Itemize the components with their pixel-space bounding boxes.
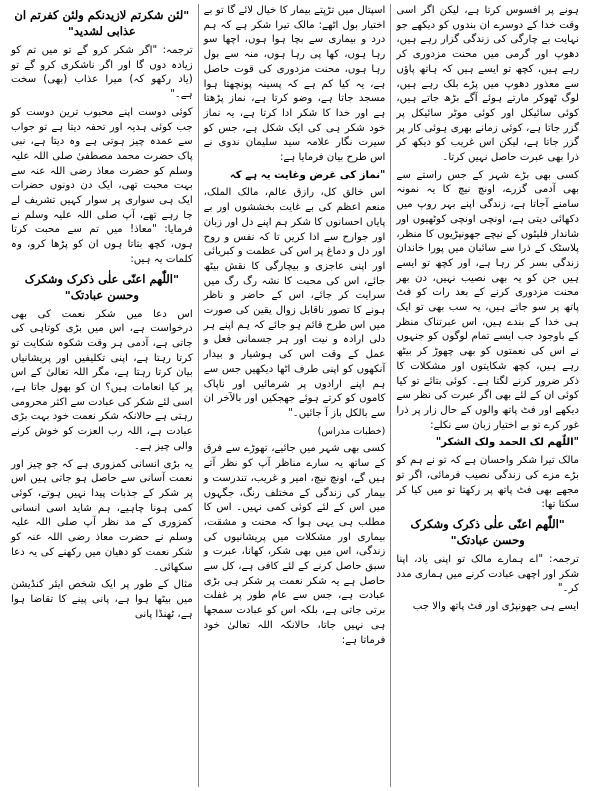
column-middle [199,4,392,787]
column-right [391,4,584,787]
paragraph: ترجمہ: "اے ہمارے مالک تو اپنی یاد، اپنا شکر اور اچھی عبادت کرنے میں ہماری مدد کر۔" [396,553,579,595]
paragraph: کوئی دوست اپنے محبوب ترین دوست کو جب کوئی ہدیہ اور تحفہ دیتا ہے تو جواب سے عمدہ چیز ہوتی ہے وہ دیتا ہے، نبی پاک حضرت محمد مصطفیٰ صلی اللہ علیہ وسلم کو حضرت معاذ رضی اللہ عنہ سے بہت محبت تھی، ایک دن دونوں حضرات ایک ہی سواری پر سوار کہیں تشریف لے جا رہے تھے، آپ صلی اللہ علیہ وسلم نے فرمایا: "معاذ! میں تم سے محبت کرتا ہوں، کچھ بتاتا ہوں ان کو پڑھا کرو، وہ کلمات یہ ہیں: [11,106,193,265]
arabic-verse: "لئن شکرتم لازیدنکم ولئن کفرتم ان عذابی لشدید" [14,8,190,38]
paragraph: کسی بھی شہر میں جائیے، تھوڑے سے فرق کے ساتھ یہ سارے مناظر آپ کو نظر آتے ہیں گے، اونچ نیچ، امیر و غریب، تندرست و بیمار کی زندگی کے مختلف رنگ، جگہوں میں اس کے لئے کوئی کمی نہیں۔ اس کا مطلب ہی یہی ہوا کہ محنت و مشقت، بیماری اور مشکلات میں پریشانیوں کی زندگی، اس میں بھی شکر، کھانا، عبرت و سبق حاصل کرنے کے لئے کافی ہے، کل سے حاصل ہے یہ شکر نعمت پر شکر ہی بڑی عبادت ہے، جس سے عام طور پر غفلت برتی جاتی ہے، بلکہ اس کو عبادت سمجھا ہی نہیں جاتا، حالانکہ اللہ تعالیٰ خود فرماتا ہے: [203,443,386,646]
paragraph: اس خالق کل، رازق عالم، مالک الملک، منعم اعظم کی بے غایت بخششوں اور بے پایاں احسانوں کا شکر ہم اپنے دل اور زبان اور جوارح سے ادا کریں تا کہ نفس و روح اور دل و دماغ پر اس کی عظمت و کبریائی اور اپنی عاجزی و بیچارگی کا نقش بیٹھ جائے، اس کی محبت کا نشہ رگ رگ میں سرایت کر جائے، اس کے حاضر و ناظر ہونے کا تصور ناقابل زوال یقین کی صورت میں اس طرح قائم ہو جائے کہ ہم اپنے ہر دلی ارادہ و نیت اور ہر جسمانی فعل و عمل کے وقت اس کی ہوشیار و بیدار آنکھوں کو اپنی طرف اٹھا دیکھیں جس سے ہم اپنے ارادوں پر شرمائیں اور ناپاک کاموں کو کرتے ہوئے جھجکیں اور بالآخر ان سے بالکل باز آ جائیں۔" [203,187,386,419]
paragraph: ہونے پر افسوس کرتا ہے، لیکن اگر اسی وقت خدا کے دوسرے ان بندوں کو دیکھے جو نہایت بے چارگی کی زندگی گزار رہے ہیں، دھوپ اور گرمی میں محنت مزدوری کر رہے ہیں، کچھ تو ایسے ہیں کہ ہاتھ پاؤں سے معذور دھوپ میں پڑے بلک رہے ہیں، لوگ ٹھوکر مارتے ہوئے آگے بڑھ جاتے ہیں، کوئی سائیکل اور کوئی موٹر سائیکل پر گزر جاتا ہے، کوئی زمانے بھری ہوئی کار پر گزر جاتا ہے، لیکن اس غریب کو دیکھ کر ذرا بھی عبرت حاصل نہیں کرتا۔ [396,5,579,164]
paragraph: کسی بھی بڑے شہر کے جس راستے سے بھی آدمی گزرے، اونچ نیچ کا یہ نمونہ سامنے آجاتا ہے، زندگی اپنے بہر روپ میں دکھائی دیتی ہے، اونچی اونچی کوٹھیوں اور شاندار فلیٹوں کے نیچے جھونپڑیوں کا منظر، پلاسٹک کے ذرا سے سائبان میں پورا خاندان زندگی بسر کر رہا ہے، اور کچھ تو ایسے ہیں جن کو یہ بھی نصیب نہیں، دن بھر محنت مزدوری کرنے کے بعد رات کو فٹ پاتھ پر سو جاتے ہیں، یہ سب بھی تو ایک ہی خدا کے بندے ہیں، اس عبرتناک منظر کے باوجود جب ایسے تمام لوگوں کو جنہوں نے اس کی نعمتوں کو بھی چھوڑ کر بیٹھ رہے ہیں، کچھ شکایتوں اور مشکلات کا ذکر ضرور کرنے لگتا ہے۔ کوئی بتائے تو کیا کوئی ان کے لئے بھی اگر عبرت کی نظر سے دیکھے اور فٹ پاتھ والوں کے حال زار پر ذرا غور کرے تو بے اختیار زبان سے نکلے: [396,169,579,431]
paragraph: اسپتال میں تڑپتے بیمار کا خیال لائے گا تو بے اختیار بول اٹھے: مالک تیرا شکر ہے کہ ہم درد و بیماری سے بچا ہوا ہوں، اچھا سو رہا ہوں، کھا پی رہا ہوں، منہ سے بول رہا ہوں، محنت مزدوری کی قوت حاصل ہے، یہ کیا کم ہے کہ پسینہ پونچھتا ہوا مسجد جاتا ہے، وضو کرتا ہے، نماز پڑھتا ہے اور خدا کا شکر ادا کرتا ہے، یہ نماز خود شکر ہی کی ایک شکل ہے، جس کو سیرت نگار علامہ سید سلیمان ندوی نے اس طرح بیان فرمایا ہے: [203,5,386,164]
paragraph: مثال کے طور پر ایک شخص ایئر کنڈیشن میں بیٹھا ہوا ہے، پانی پینے کا تقاضا ہوا ہے، ٹھنڈا پانی [11,579,193,620]
arabic-verse: "اللّٰھم اعنّی علٰی ذکرک وشکرک وحسن عبادتک" [410,516,565,547]
arabic-verse: "اللّٰھم اعنّی علٰی ذکرک وشکرک وحسن عبادتک" [24,271,179,302]
paragraph: ترجمہ: "اگر شکر کرو گے تو میں تم کو زیادہ دوں گا اور اگر ناشکری کرو گے تو (یاد رکھو کہ) میرا عذاب (بھی) سخت ہے۔" [11,45,193,101]
quote-text: "نماز کی غرض وغایت یہ ہے کہ [229,169,386,181]
source-citation: (خطبات مدراس) [317,425,386,437]
paragraph: ایسے ہی جھونپڑی اور فٹ پاتھ والا جب [412,601,579,613]
paragraph: یہ بڑی انسانی کمزوری ہے کہ جو چیز اور نعمت آسانی سے حاصل ہو جاتی ہیں اس پر شکر کے جذبات پیدا نہیں ہوتے، کوئی کمی ہونا چاہیے، ہم شاید اسی انسانی کمزوری کے مد نظر آپ صلی اللہ علیہ وسلم نے حضرت معاذ رضی اللہ عنہ کو شکر نعمت کو دھیان میں رکھنے کی یہ دعا سکھائی۔ [11,458,193,573]
paragraph: مالک تیرا شکر واحسان ہے کہ تو نے ہم کو بڑے مزے کی زندگی نصیب فرمائی، اگر تو مجھے بھی فٹ پاتھ پر رکھتا تو میں کیا کر سکتا تھا: [396,455,579,511]
quote-text: "اللّٰھم لک الحمد ولک الشکر" [435,437,579,449]
paragraph: اس دعا میں شکر نعمت کی بھی درخواست ہے، اس میں بڑی کوتاہی کی جاتی ہے، آدمی ہر وقت شکوہ شکایت تو کرتا رہتا ہے، اپنی تکلیفیں اور پریشانیاں بیان کرتا رہتا ہے، مگر اللہ تعالیٰ کے اس پر کیا انعامات ہیں؟ ان کو بھول جاتا ہے، اسی لئے شکر کی عبادت سے اکثر محرومی رہتی ہے حالانکہ شکر نعمت خود بہت بڑی عبادت ہے، اللہ رب العزت کو خوش کرنے والی چیز ہے۔ [11,308,193,452]
column-left [6,4,199,787]
